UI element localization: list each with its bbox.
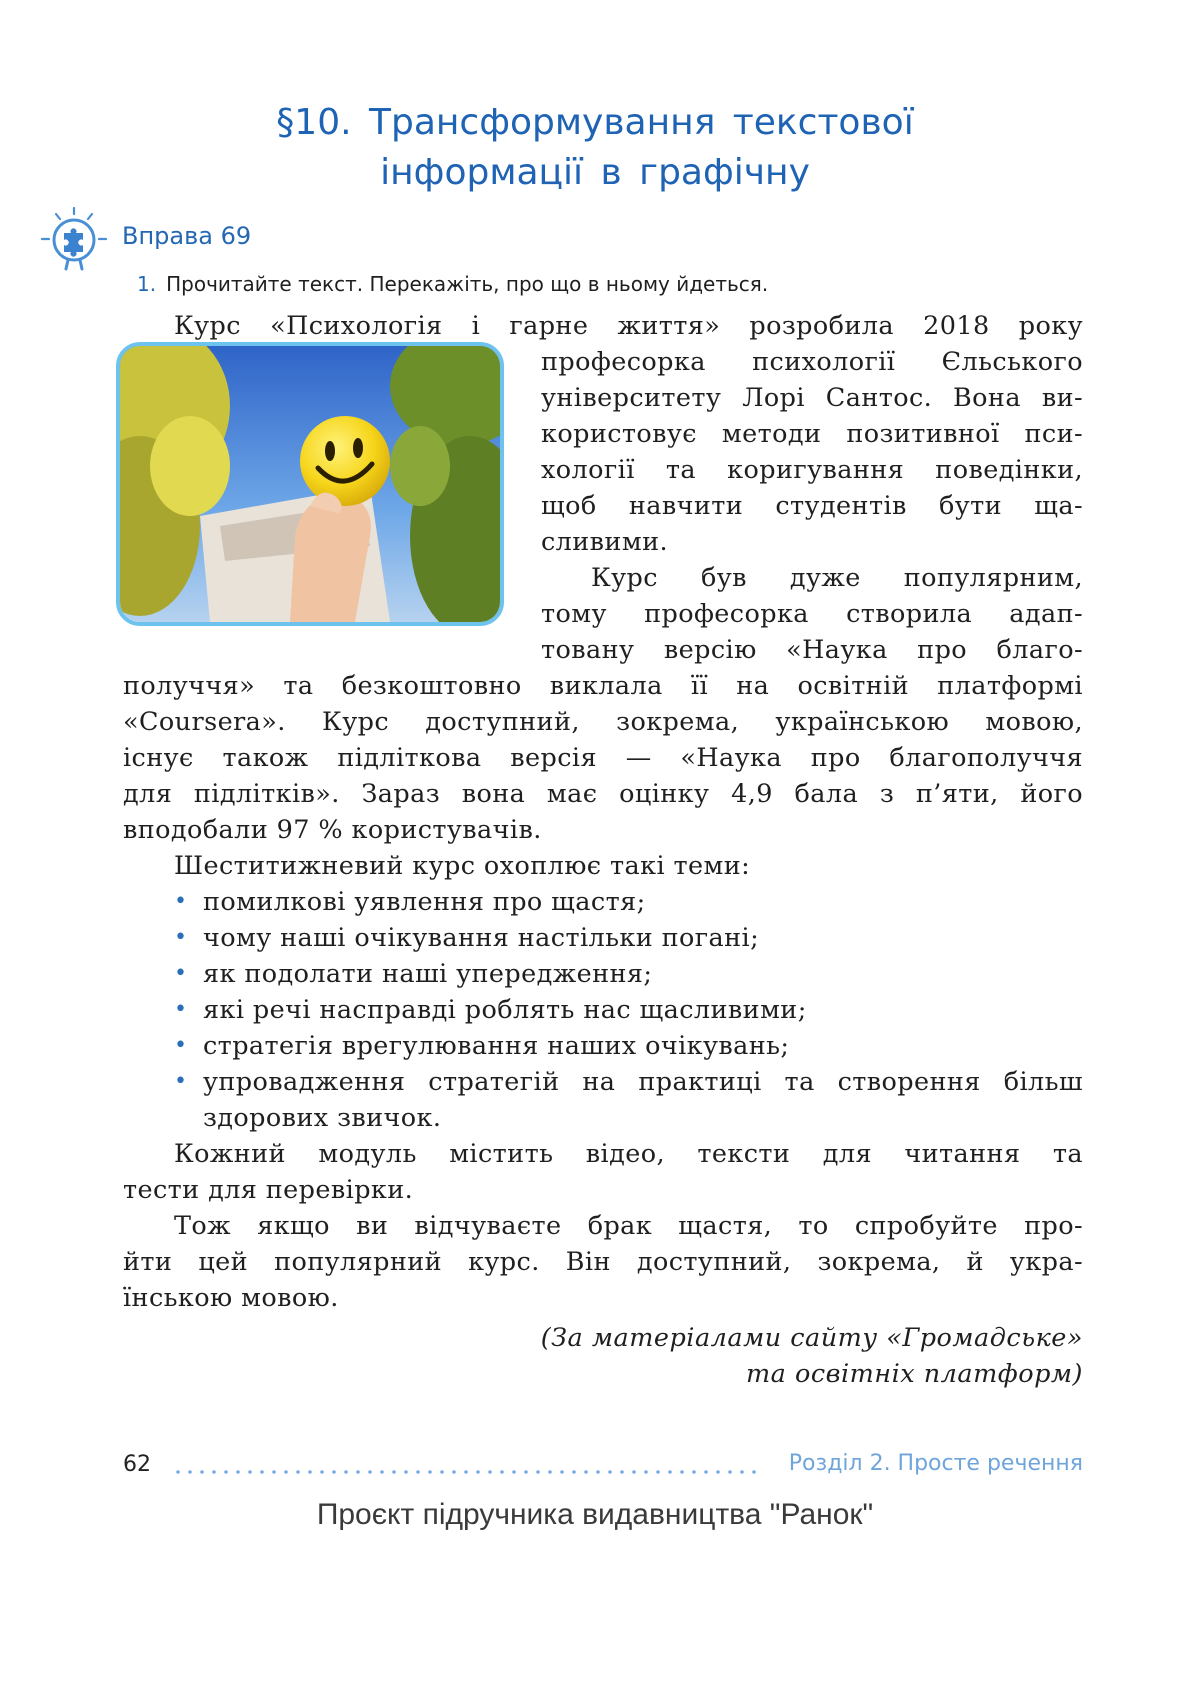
page-title — [130, 98, 1060, 198]
footer-dotted-leader — [172, 1470, 762, 1474]
p1-line-7: сливими. — [541, 527, 668, 557]
p1-line-4: користовує методи позитивної пси- — [541, 419, 1083, 449]
bullet-dot: • — [174, 1069, 187, 1094]
bullet-item: помилкові уявлення про щастя; — [203, 887, 646, 917]
p2-line-7: для підлітків». Зараз вона має оцінку 4,9 бала з п’яти, його — [123, 779, 1083, 809]
bullet-item: як подолати наші упередження; — [203, 959, 653, 989]
bullet-item-continued: здорових звичок. — [203, 1103, 442, 1133]
bullet-dot: • — [174, 961, 187, 986]
bullet-item: упровадження стратегій на практиці та створення більш — [203, 1067, 1083, 1097]
p4-line-2: тести для перевірки. — [123, 1175, 414, 1205]
p1-line-3: університету Лорі Сантос. Вона ви- — [541, 383, 1083, 413]
bullet-dot: • — [174, 925, 187, 950]
page-number: 62 — [123, 1452, 151, 1477]
bullet-item: чому наші очікування настільки погані; — [203, 923, 760, 953]
publisher-note: Проєкт підручника видавництва "Ранок" — [316, 1498, 874, 1531]
p4-line-1: Кожний модуль містить відео, тексти для читання та — [174, 1139, 1083, 1169]
p2-line-2: тому професорка створила адап- — [541, 599, 1083, 629]
p3-line: Шеститижневий курс охоплює такі теми: — [174, 851, 751, 881]
bullet-dot: • — [174, 889, 187, 914]
p1-line-5: хології та коригування поведінки, — [541, 455, 1083, 485]
task-instruction — [137, 272, 768, 296]
p1-line-1: Курс «Психологія і гарне життя» розробила 2018 року — [174, 311, 1083, 341]
puzzle-head-icon — [38, 205, 110, 273]
source-line-2: та освітніх платформ) — [745, 1359, 1083, 1389]
task-text: Прочитайте текст. Перекажіть, про що в ньому йдеться. — [166, 272, 769, 296]
source-line-1: (За матеріалами сайту «Громадське» — [540, 1323, 1083, 1353]
p5-line-2: йти цей популярний курс. Він доступний, зокрема, й укра- — [123, 1247, 1083, 1277]
p1-line-6: щоб навчити студентів бути ща- — [541, 491, 1083, 521]
page-title-line-2: інформації в графічну — [380, 152, 810, 193]
p2-line-5: «Coursera». Курс доступний, зокрема, українською мовою, — [123, 707, 1083, 737]
bullet-item: які речі насправді роблять нас щасливими; — [203, 995, 807, 1025]
p2-line-8: вподобали 97 % користувачів. — [123, 815, 542, 845]
page-title-line-1: §10. Трансформування текстової — [276, 102, 914, 143]
p1-line-2: професорка психології Єльського — [541, 347, 1083, 377]
footer-section-title: Розділ 2. Просте речення — [788, 1451, 1083, 1476]
p2-line-6: існує також підліткова версія — «Наука про благополуччя — [123, 743, 1083, 773]
p2-line-4: получчя» та безкоштовно виклала її на освітній платформі — [123, 671, 1083, 701]
p2-line-3: товану версію «Наука про благо- — [541, 635, 1083, 665]
bullet-dot: • — [174, 1033, 187, 1058]
bullet-item: стратегія врегулювання наших очікувань; — [203, 1031, 790, 1061]
task-number: 1. — [137, 272, 157, 296]
smiley-ball-photo — [116, 342, 504, 626]
p5-line-1: Тож якщо ви відчуваєте брак щастя, то спробуйте про- — [174, 1211, 1083, 1241]
p5-line-3: їнською мовою. — [123, 1283, 339, 1313]
p2-line-1: Курс був дуже популярним, — [591, 563, 1083, 593]
bullet-dot: • — [174, 997, 187, 1022]
exercise-label: Вправа 69 — [122, 222, 252, 250]
